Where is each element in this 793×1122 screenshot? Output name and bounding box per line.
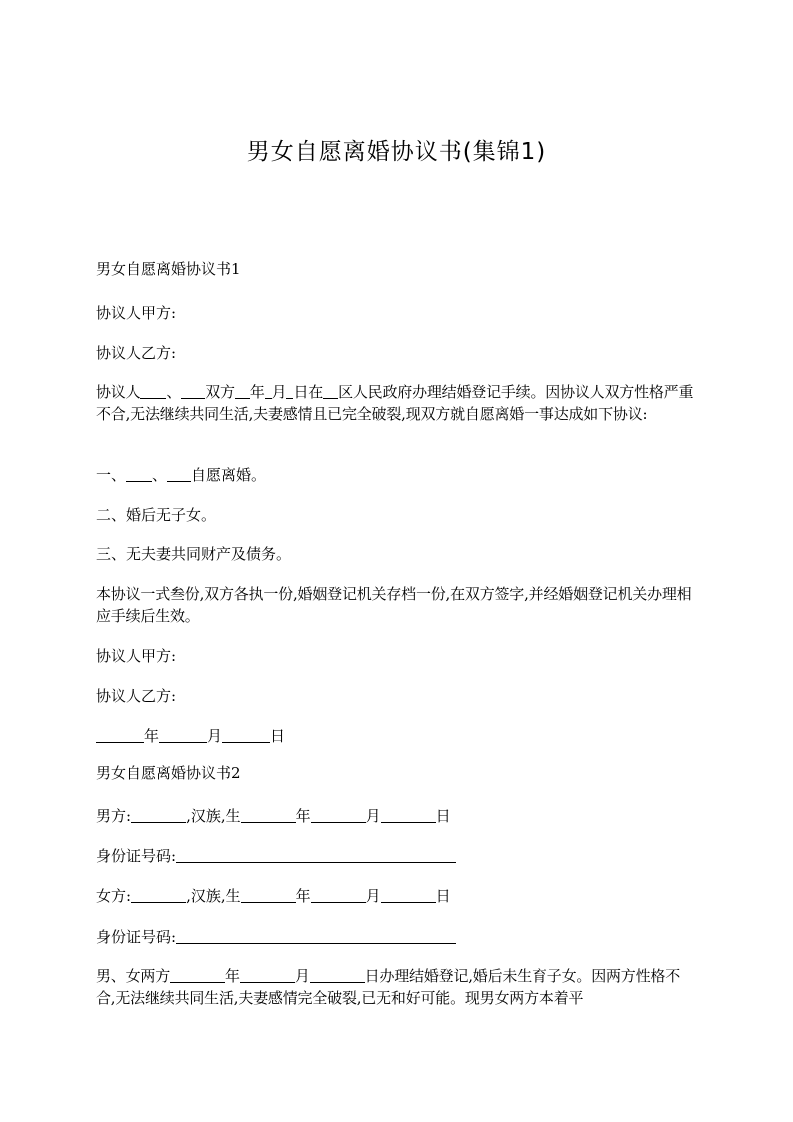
- field-label: 日: [435, 807, 451, 825]
- blank-field: [96, 727, 144, 743]
- intro-text: 日在: [293, 383, 324, 401]
- field-label: ,汉族,生: [186, 807, 241, 825]
- clause-2: 二、婚后无子女。: [96, 506, 217, 524]
- blank-field: [310, 967, 365, 983]
- field-label: 身份证号码:: [96, 847, 177, 865]
- date-line: [96, 725, 696, 747]
- blank-field: [131, 807, 186, 823]
- blank-field: [176, 928, 456, 944]
- blank-field: [311, 807, 366, 823]
- blank-field: [240, 967, 295, 983]
- field-label: 月: [365, 807, 381, 825]
- intro-text: 双方: [205, 383, 235, 401]
- signature-a-line: 协议人甲方:: [96, 647, 177, 665]
- intro-text: 月: [271, 383, 287, 401]
- blank-field: [159, 727, 207, 743]
- blank-field: [265, 383, 272, 399]
- blank-field: [241, 887, 296, 903]
- intro-paragraph: [96, 381, 696, 425]
- signature-b-line: 协议人乙方:: [96, 687, 177, 705]
- body-text: 月: [294, 967, 310, 985]
- blank-field: [140, 383, 166, 399]
- intro-text: 协议人: [96, 383, 141, 401]
- female-id-line: [96, 926, 696, 948]
- female-line: [96, 885, 696, 907]
- field-label: ,汉族,生: [186, 887, 241, 905]
- date-text: 日: [270, 727, 286, 745]
- blank-field: [381, 807, 436, 823]
- field-label: 日: [435, 887, 451, 905]
- blank-field: [241, 807, 296, 823]
- clause-text: 自愿离婚。: [191, 466, 267, 484]
- date-text: 年: [144, 727, 160, 745]
- body-paragraph: [96, 965, 696, 1009]
- blank-field: [176, 847, 456, 863]
- field-label: 月: [365, 887, 381, 905]
- blank-field: [323, 383, 338, 399]
- clause-1: [96, 464, 696, 486]
- body-text: 男、女两方: [96, 967, 171, 985]
- intro-text: 年: [249, 383, 265, 401]
- body-text: 年: [225, 967, 240, 985]
- field-label: 年: [295, 807, 311, 825]
- blank-field: [381, 887, 436, 903]
- body-text: 日办理结婚登记,婚后未生育子女。因两方性格不合,无法继续共同生活,夫妻感情完全破裂,已无和好可能。现男女两方本着平: [96, 967, 681, 1007]
- male-id-line: [96, 845, 696, 867]
- blank-field: [170, 967, 225, 983]
- blank-field: [131, 887, 186, 903]
- section-heading-1: 男女自愿离婚协议书1: [96, 260, 241, 278]
- blank-field: [311, 887, 366, 903]
- clause-text: 、: [152, 466, 168, 484]
- clause-text: 一、: [96, 466, 127, 484]
- intro-text: 区人民政府办理结婚登记手续。因协议人双方性格严重不合,无法继续共同生活,夫妻感情且已完全破裂,现双方就自愿离婚一事达成如下协议:: [96, 383, 694, 423]
- blank-field: [222, 727, 270, 743]
- intro-text: 、: [166, 383, 182, 401]
- blank-field: [126, 466, 152, 482]
- field-label: 女方:: [96, 887, 132, 905]
- document-title: 男女自愿离婚协议书(集锦1): [246, 139, 547, 165]
- blank-field: [235, 383, 250, 399]
- field-label: 年: [295, 887, 311, 905]
- field-label: 身份证号码:: [96, 928, 177, 946]
- field-label: 男方:: [96, 807, 132, 825]
- date-text: 月: [207, 727, 223, 745]
- section-heading-2: 男女自愿离婚协议书2: [96, 764, 241, 782]
- blank-field: [181, 383, 205, 399]
- party-b-line: 协议人乙方:: [96, 344, 177, 362]
- party-a-line: 协议人甲方:: [96, 304, 177, 322]
- clause-3: 三、无夫妻共同财产及债务。: [96, 545, 292, 563]
- copies-paragraph: 本协议一式叁份,双方各执一份,婚姻登记机关存档一份,在双方签字,并经婚姻登记机关办理相应手续后生效。: [96, 585, 692, 625]
- blank-field: [167, 466, 191, 482]
- male-line: [96, 805, 696, 827]
